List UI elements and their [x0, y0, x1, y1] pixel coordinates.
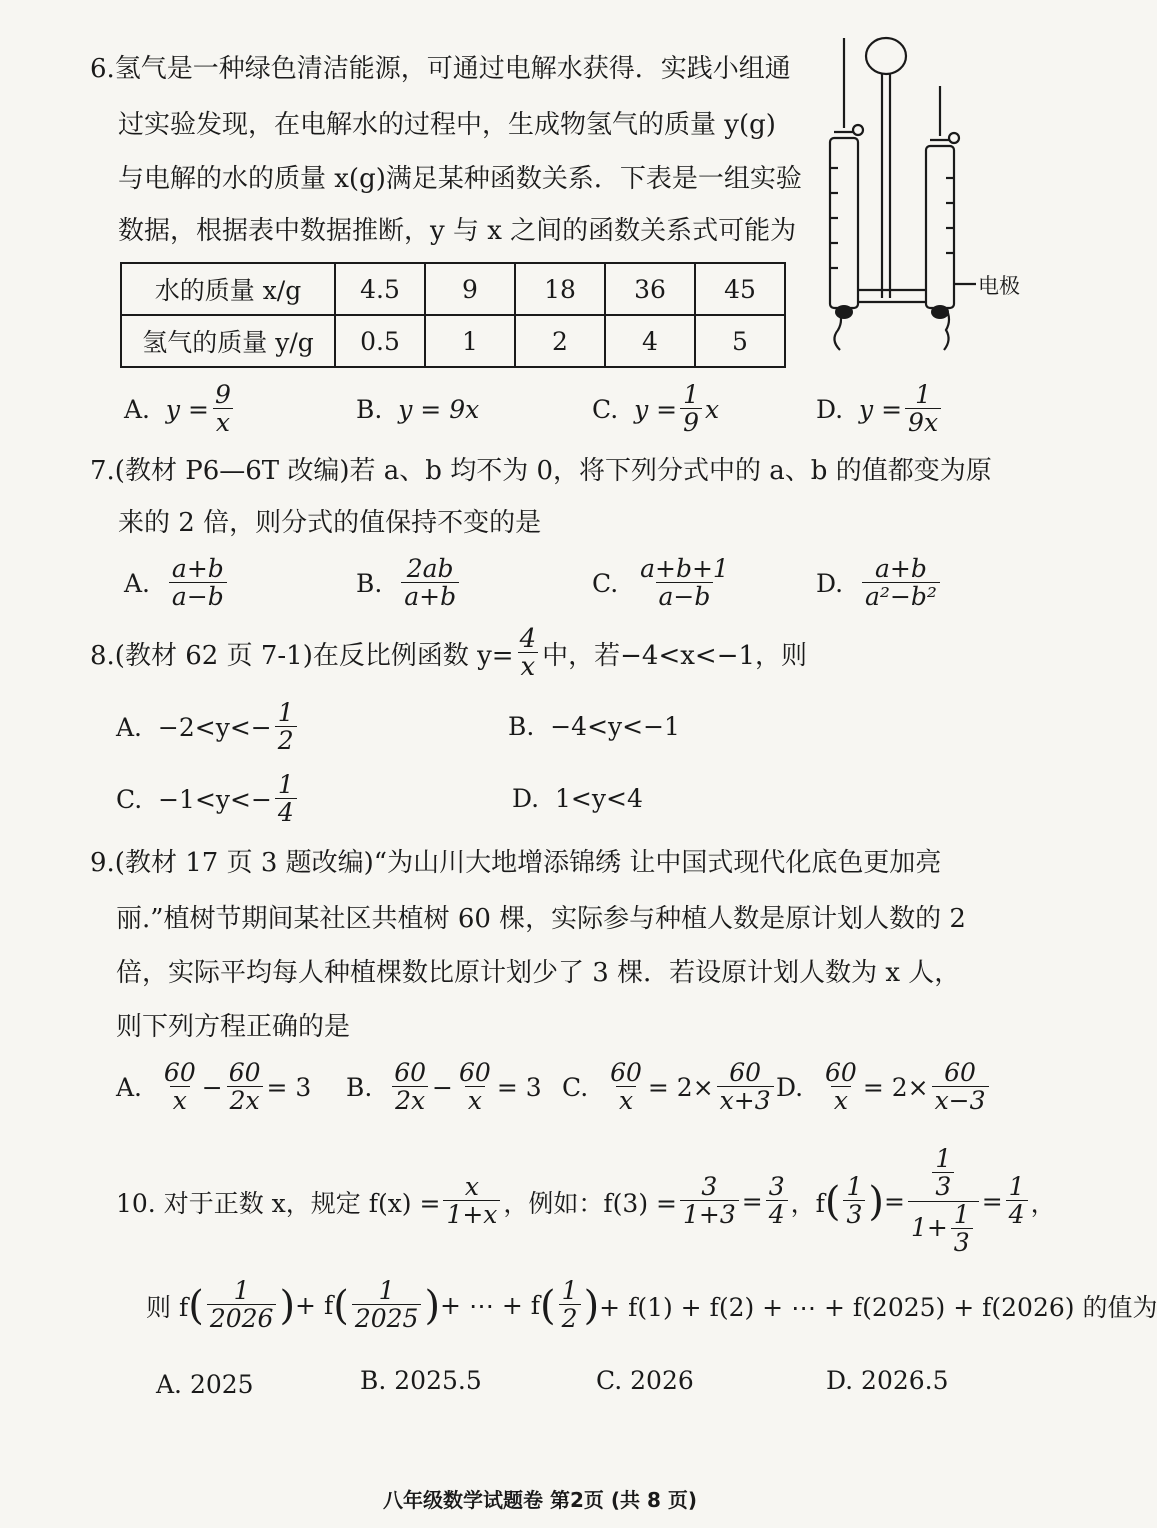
denominator: 9 — [680, 408, 702, 437]
denominator: 3 — [932, 1172, 954, 1201]
table-cell: 36 — [605, 263, 695, 315]
fraction — [932, 1146, 954, 1201]
table-header-hydrogen: 氢气的质量 y/g — [121, 315, 335, 367]
numerator: 3 — [768, 1172, 785, 1201]
table-cell: 4.5 — [335, 263, 425, 315]
left-paren: ( — [540, 1282, 556, 1329]
numerator: 1 — [561, 1276, 578, 1305]
numerator: a+b — [875, 554, 927, 583]
q9-option-c — [562, 1060, 777, 1115]
fraction — [226, 1060, 264, 1115]
numerator: x — [464, 1172, 479, 1201]
q9-option-d — [776, 1060, 992, 1115]
option-label: D. — [512, 784, 540, 813]
numerator: 60 — [729, 1058, 762, 1087]
q6-line-1: 6.氢气是一种绿色清洁能源，可通过电解水获得．实践小组通 — [90, 54, 791, 84]
numerator: 1 — [233, 1276, 250, 1305]
denominator: 4 — [1006, 1200, 1028, 1229]
q9-line-3: 倍，实际平均每人种植棵数比原计划少了 3 棵．若设原计划人数为 x 人， — [116, 958, 961, 988]
left-paren: ( — [333, 1282, 349, 1329]
option-label: A. — [124, 569, 151, 598]
denominator: 9x — [905, 408, 941, 437]
right-paren: ) — [424, 1282, 441, 1329]
q8-option-b — [508, 712, 680, 741]
fraction — [207, 1278, 277, 1333]
table-cell: 1 — [425, 315, 515, 367]
q9-option-a — [116, 1060, 311, 1115]
rhs: = 3 — [266, 1073, 312, 1102]
electrode-label: 电极 — [978, 274, 1020, 298]
option-label: B. — [356, 395, 383, 424]
q6-line-3: 与电解的水的质量 x(g)满足某种函数关系．下表是一组实验 — [118, 164, 802, 194]
fraction — [822, 1060, 860, 1115]
q6-option-a — [124, 382, 237, 437]
q8-option-a — [116, 700, 300, 755]
q7-option-a — [124, 556, 230, 611]
q8-option-d — [512, 784, 643, 813]
denominator: x−3 — [932, 1086, 989, 1115]
numerator: 1 — [277, 770, 294, 799]
table-row — [121, 263, 785, 315]
denominator: x+3 — [717, 1086, 774, 1115]
fraction — [843, 1174, 865, 1229]
fraction — [401, 556, 459, 611]
denominator: 2 — [559, 1304, 581, 1333]
q6-line-2: 过实验发现，在电解水的过程中，生成物氢气的质量 y(g) — [118, 110, 776, 140]
q10-sum-prefix: 则 f — [146, 1292, 189, 1322]
q10-option-a: A. 2025 — [156, 1370, 254, 1399]
denominator — [908, 1201, 979, 1257]
numerator: 60 — [610, 1058, 642, 1087]
denominator: x — [616, 1086, 636, 1115]
numerator: 60 — [944, 1058, 976, 1087]
numerator: 1 — [378, 1276, 395, 1305]
option-label: B. — [356, 569, 383, 598]
q10-prefix: 10. 对于正数 x，规定 f(x) = — [116, 1188, 441, 1218]
denominator: x — [213, 408, 233, 437]
fraction — [1006, 1174, 1028, 1229]
denominator: 2x — [392, 1086, 428, 1115]
fraction — [862, 556, 940, 611]
operator: = 2× — [862, 1073, 929, 1102]
denominator: 2 — [275, 726, 297, 755]
q9-option-b — [346, 1060, 542, 1115]
fraction — [456, 1060, 494, 1115]
fraction — [275, 772, 297, 827]
denominator: 3 — [843, 1200, 865, 1229]
function-name: ，f — [790, 1188, 825, 1218]
option-label: C. — [592, 395, 619, 424]
q7-line-2: 来的 2 倍，则分式的值保持不变的是 — [118, 508, 542, 538]
left-paren: ( — [824, 1178, 841, 1225]
rhs: = 3 — [496, 1073, 542, 1102]
fraction — [559, 1278, 581, 1333]
right-paren: ) — [868, 1178, 884, 1225]
operator: = — [981, 1187, 1003, 1216]
option-label: C. — [562, 1073, 589, 1102]
option-label: C. — [116, 785, 143, 814]
numerator: 1 — [935, 1144, 952, 1173]
fraction — [717, 1060, 774, 1115]
table-header-water: 水的质量 x/g — [121, 263, 335, 315]
table-row — [121, 315, 785, 367]
q10-option-c: C. 2026 — [596, 1366, 694, 1395]
q9-line-4: 则下列方程正确的是 — [116, 1012, 351, 1042]
table-cell: 45 — [695, 263, 785, 315]
denominator: a−b — [656, 582, 714, 611]
denominator: a²−b² — [862, 582, 940, 611]
fraction — [169, 556, 227, 611]
option-expr: −4<y<−1 — [550, 712, 680, 741]
numerator: 1 — [277, 698, 294, 727]
option-expr: y = — [859, 395, 903, 424]
table-cell: 9 — [425, 263, 515, 315]
option-expr: −2<y<− — [157, 713, 272, 742]
den-prefix: 1+ — [910, 1213, 948, 1242]
q7-option-c — [592, 556, 735, 611]
table-cell: 0.5 — [335, 315, 425, 367]
denominator: x — [465, 1086, 485, 1115]
denominator: a−b — [169, 582, 227, 611]
numerator: 60 — [825, 1058, 857, 1087]
q8-stem — [90, 626, 807, 681]
option-label: A. — [124, 395, 151, 424]
q7-option-b — [356, 556, 462, 611]
denominator: 4 — [275, 798, 297, 827]
q7-line-1: 7.(教材 P6—6T 改编)若 a、b 均不为 0，将下列分式中的 a、b 的值都变为原 — [90, 456, 992, 486]
option-expr: y = — [165, 395, 209, 424]
operator: − — [201, 1073, 223, 1102]
operator: = 2× — [647, 1073, 714, 1102]
fraction — [637, 556, 732, 611]
denominator: x — [831, 1086, 851, 1115]
numerator: 60 — [228, 1058, 261, 1087]
denominator: 1+x — [443, 1200, 500, 1229]
numerator: 1 — [846, 1172, 863, 1201]
q6-option-b — [356, 395, 479, 424]
fraction — [680, 1174, 739, 1229]
electrolysis-apparatus-illustration — [812, 28, 1030, 358]
table-cell: 18 — [515, 263, 605, 315]
fraction — [275, 700, 297, 755]
denominator: 3 — [951, 1228, 973, 1257]
option-label: B. — [346, 1073, 373, 1102]
q6-option-d — [816, 382, 944, 437]
denominator: 2025 — [352, 1304, 422, 1333]
q8-prefix: 8.(教材 62 页 7-1)在反比例函数 y= — [90, 641, 514, 671]
numerator: 2ab — [406, 554, 454, 583]
option-expr: y = 9x — [398, 395, 480, 424]
q6-line-4: 数据，根据表中数据推断，y 与 x 之间的函数关系式可能为 — [118, 216, 797, 246]
option-label: B. — [508, 712, 535, 741]
numerator: a+b+1 — [640, 554, 729, 583]
numerator: 1 — [953, 1200, 970, 1229]
fraction — [680, 382, 702, 437]
fraction — [352, 1278, 422, 1333]
right-paren: ) — [583, 1282, 600, 1329]
q10-line-1 — [116, 1146, 1056, 1257]
fraction — [905, 382, 941, 437]
denominator: x — [518, 652, 539, 681]
q7-option-d — [816, 556, 943, 611]
numerator: 60 — [163, 1058, 196, 1087]
denominator: 2x — [227, 1086, 263, 1115]
numerator: 1 — [1008, 1172, 1025, 1201]
fraction — [766, 1174, 788, 1229]
numerator: 1 — [683, 380, 700, 409]
right-paren: ) — [279, 1282, 296, 1329]
fraction — [607, 1060, 645, 1115]
q10-sum-tail: + f(1) + f(2) + ⋯ + f(2025) + f(2026) 的值为 — [599, 1292, 1157, 1322]
option-label: D. — [816, 569, 844, 598]
fraction — [161, 1060, 199, 1115]
operator: = — [883, 1187, 905, 1216]
q10-example-intro: ，例如：f(3) = — [503, 1188, 677, 1218]
numerator: a+b — [171, 554, 224, 583]
compound-fraction — [908, 1146, 979, 1257]
operator: = — [741, 1187, 763, 1216]
denominator: 1+3 — [680, 1200, 739, 1229]
option-expr: 1<y<4 — [555, 784, 643, 813]
option-expr: x — [705, 395, 720, 424]
q6-option-c — [592, 382, 719, 437]
fraction — [212, 382, 234, 437]
option-label: A. — [116, 1073, 143, 1102]
q10-option-b: B. 2025.5 — [360, 1366, 482, 1395]
option-label: C. — [592, 569, 619, 598]
q9-line-2: 丽.”植树节期间某社区共植树 60 棵，实际参与种植人数是原计划人数的 2 — [116, 904, 966, 934]
option-label: A. — [116, 713, 143, 742]
fraction — [517, 626, 540, 681]
q8-option-c — [116, 772, 300, 827]
fraction — [391, 1060, 429, 1115]
page-footer: 八年级数学试题卷 第2页 (共 8 页) — [383, 1488, 697, 1512]
q10-line-2 — [146, 1278, 1157, 1333]
option-label: D. — [776, 1073, 804, 1102]
table-cell: 2 — [515, 315, 605, 367]
left-paren: ( — [188, 1282, 204, 1329]
numerator: 4 — [519, 624, 537, 654]
denominator: 4 — [766, 1200, 788, 1229]
fraction — [951, 1202, 973, 1257]
fraction — [932, 1060, 989, 1115]
q10-option-d: D. 2026.5 — [826, 1366, 949, 1395]
option-expr: −1<y<− — [158, 785, 272, 814]
denominator: 2026 — [207, 1304, 277, 1333]
operator: + f — [295, 1291, 334, 1320]
numerator: 3 — [701, 1172, 718, 1201]
q8-suffix: 中，若−4<x<−1，则 — [542, 641, 808, 671]
denominator: x — [170, 1086, 190, 1115]
numerator: 9 — [214, 380, 231, 409]
operator: − — [432, 1073, 453, 1102]
numerator: 60 — [459, 1058, 491, 1087]
q9-line-1: 9.(教材 17 页 3 题改编)“为山川大地增添锦绣 让中国式现代化底色更加亮 — [90, 848, 942, 878]
numerator: 1 — [915, 380, 931, 409]
numerator: 60 — [394, 1058, 427, 1087]
numerator — [926, 1146, 960, 1201]
q6-data-table — [120, 262, 786, 368]
denominator: a+b — [401, 582, 459, 611]
fraction — [443, 1174, 500, 1229]
option-label: D. — [816, 395, 844, 424]
punctuation: ， — [1030, 1188, 1056, 1218]
table-cell: 5 — [695, 315, 785, 367]
option-expr: y = — [634, 395, 678, 424]
table-cell: 4 — [605, 315, 695, 367]
operator: + ⋯ + f — [440, 1291, 541, 1320]
